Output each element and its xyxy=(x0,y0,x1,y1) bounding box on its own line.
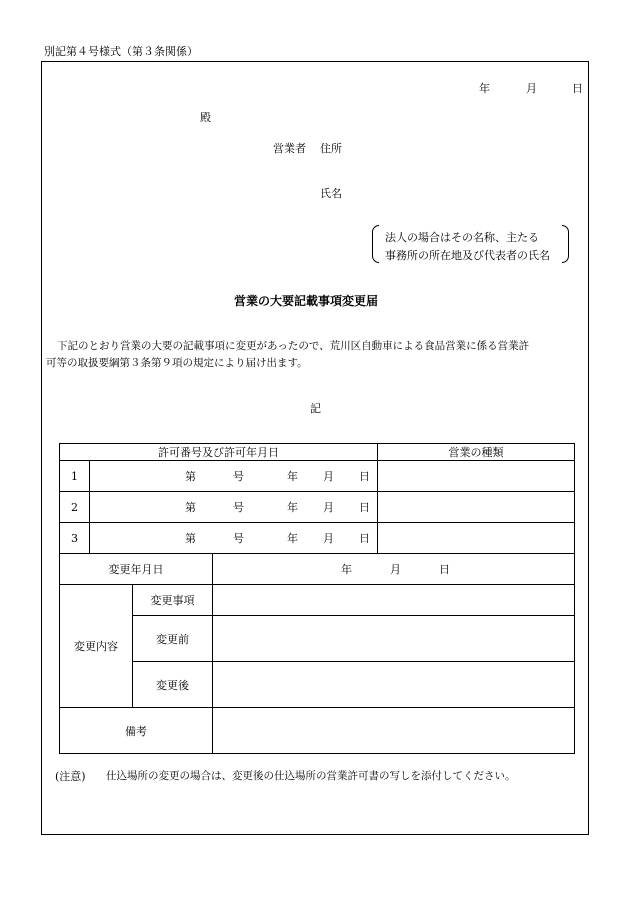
row-number: 2 xyxy=(60,492,90,523)
table-header-row xyxy=(60,444,575,461)
business-type-cell[interactable] xyxy=(378,492,575,523)
after-label: 変更後 xyxy=(133,662,213,708)
year-label: 年 xyxy=(287,470,298,483)
date-month-label: 月 xyxy=(526,82,537,95)
before-cell[interactable] xyxy=(213,616,575,662)
permit-cell xyxy=(90,461,378,492)
year-label: 年 xyxy=(287,501,298,514)
change-item-label: 変更事項 xyxy=(133,585,213,616)
remarks-cell[interactable] xyxy=(213,708,575,754)
header-business-type: 営業の種類 xyxy=(378,444,575,461)
table-row xyxy=(60,461,575,492)
table-row xyxy=(60,523,575,554)
change-year-label: 年 xyxy=(341,563,352,576)
permit-table xyxy=(59,443,575,754)
after-cell[interactable] xyxy=(213,662,575,708)
ki-label: 記 xyxy=(310,402,321,415)
address-label: 住所 xyxy=(320,142,342,155)
change-month-label: 月 xyxy=(390,563,401,576)
change-date-cell[interactable] xyxy=(213,554,575,585)
remarks-row xyxy=(60,708,575,754)
right-bracket xyxy=(562,225,569,263)
before-label: 変更前 xyxy=(133,616,213,662)
day-label: 日 xyxy=(359,470,370,483)
table-row xyxy=(60,492,575,523)
day-label: 日 xyxy=(359,532,370,545)
change-item-cell[interactable] xyxy=(213,585,575,616)
applicant-title: 営業者 xyxy=(273,142,306,155)
corporate-note-line1: 法人の場合はその名称、主たる xyxy=(385,231,539,244)
left-bracket xyxy=(372,225,379,263)
header-permit: 許可番号及び許可年月日 xyxy=(60,444,378,461)
date-day-label: 日 xyxy=(572,82,583,95)
change-date-row xyxy=(60,554,575,585)
body-line-2: 可等の取扱要綱第３条第９項の規定により届け出ます。 xyxy=(46,357,308,369)
change-day-label: 日 xyxy=(439,563,450,576)
body-line-1: 下記のとおり営業の大要の記載事項に変更があったので、荒川区自動車による食品営業に係る営業許 xyxy=(57,340,530,352)
business-type-cell[interactable] xyxy=(378,523,575,554)
addressee-suffix: 殿 xyxy=(200,111,211,124)
before-row xyxy=(60,616,575,662)
name-label: 氏名 xyxy=(320,187,342,200)
month-label: 月 xyxy=(323,470,334,483)
note-text: 仕込場所の変更の場合は、変更後の仕込場所の営業許可書の写しを添付してください。 xyxy=(106,770,516,782)
row-number: 3 xyxy=(60,523,90,554)
dai-label: 第 xyxy=(185,532,196,545)
after-row xyxy=(60,662,575,708)
row-number: 1 xyxy=(60,461,90,492)
note-label: (注意) xyxy=(55,770,86,783)
go-label: 号 xyxy=(233,501,244,514)
permit-cell xyxy=(90,492,378,523)
dai-label: 第 xyxy=(185,470,196,483)
dai-label: 第 xyxy=(185,501,196,514)
go-label: 号 xyxy=(233,532,244,545)
month-label: 月 xyxy=(323,532,334,545)
change-date-label: 変更年月日 xyxy=(60,554,213,585)
remarks-label: 備考 xyxy=(60,708,213,754)
business-type-cell[interactable] xyxy=(378,461,575,492)
day-label: 日 xyxy=(359,501,370,514)
date-year-label: 年 xyxy=(479,82,490,95)
month-label: 月 xyxy=(323,501,334,514)
document-title: 営業の大要記載事項変更届 xyxy=(234,294,379,308)
year-label: 年 xyxy=(287,532,298,545)
go-label: 号 xyxy=(233,470,244,483)
form-label: 別記第４号様式（第３条関係） xyxy=(44,45,198,58)
corporate-note-line2: 事務所の所在地及び代表者の氏名 xyxy=(385,249,550,262)
change-item-row xyxy=(60,585,575,616)
permit-cell xyxy=(90,523,378,554)
change-content-label: 変更内容 xyxy=(60,585,133,708)
